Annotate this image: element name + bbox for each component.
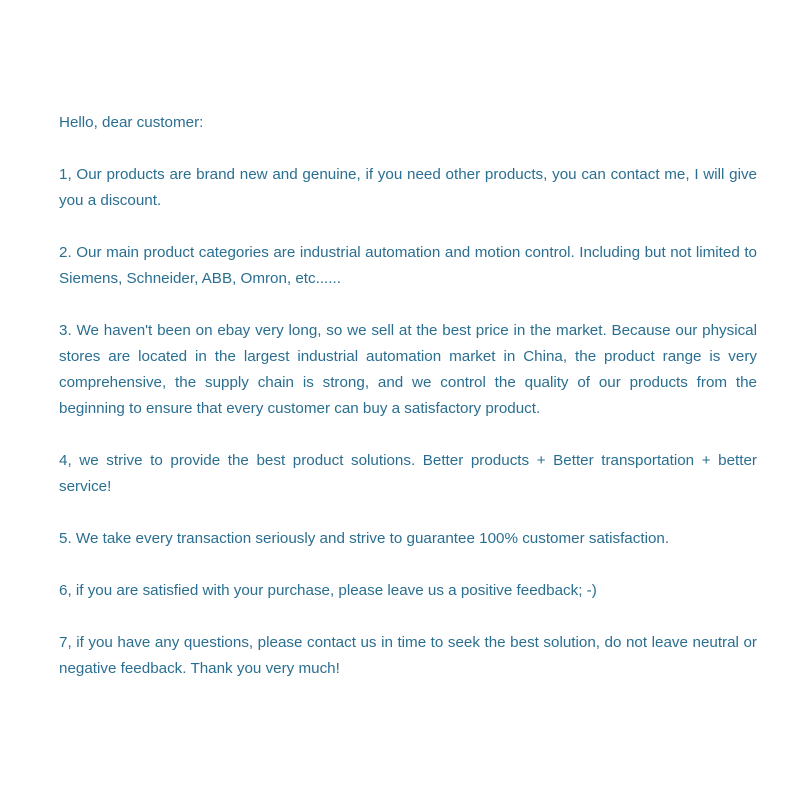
notice-item-1: 1, Our products are brand new and genuine, if you need other products, you can contact me, I will give you a discount.: [59, 166, 757, 209]
notice-item-2: 2. Our main product categories are industrial automation and motion control. Including but not limited to Siemens, Schneider, ABB, Omron, etc......: [59, 244, 757, 287]
notice-item-6: 6, if you are satisfied with your purchase, please leave us a positive feedback; -): [59, 582, 597, 599]
notice-item-3: 3. We haven't been on ebay very long, so we sell at the best price in the market. Because our physical stores are located in the largest industrial automation market in China, the product range is very comprehensive, the supply chain is strong, and we control the quality of our products from the beginning to ensure that every customer can buy a satisfactory product.: [59, 322, 757, 417]
notice-item-5: 5. We take every transaction seriously and strive to guarantee 100% customer satisfaction.: [59, 530, 670, 547]
notice-item-7: 7, if you have any questions, please contact us in time to seek the best solution, do not leave neutral or negative feedback. Thank you very much!: [59, 634, 757, 677]
greeting: Hello, dear customer:: [59, 114, 204, 131]
notice-item-4: 4, we strive to provide the best product solutions. Better products + Better transportation + better service!: [59, 452, 757, 495]
customer-notice: [59, 110, 757, 708]
